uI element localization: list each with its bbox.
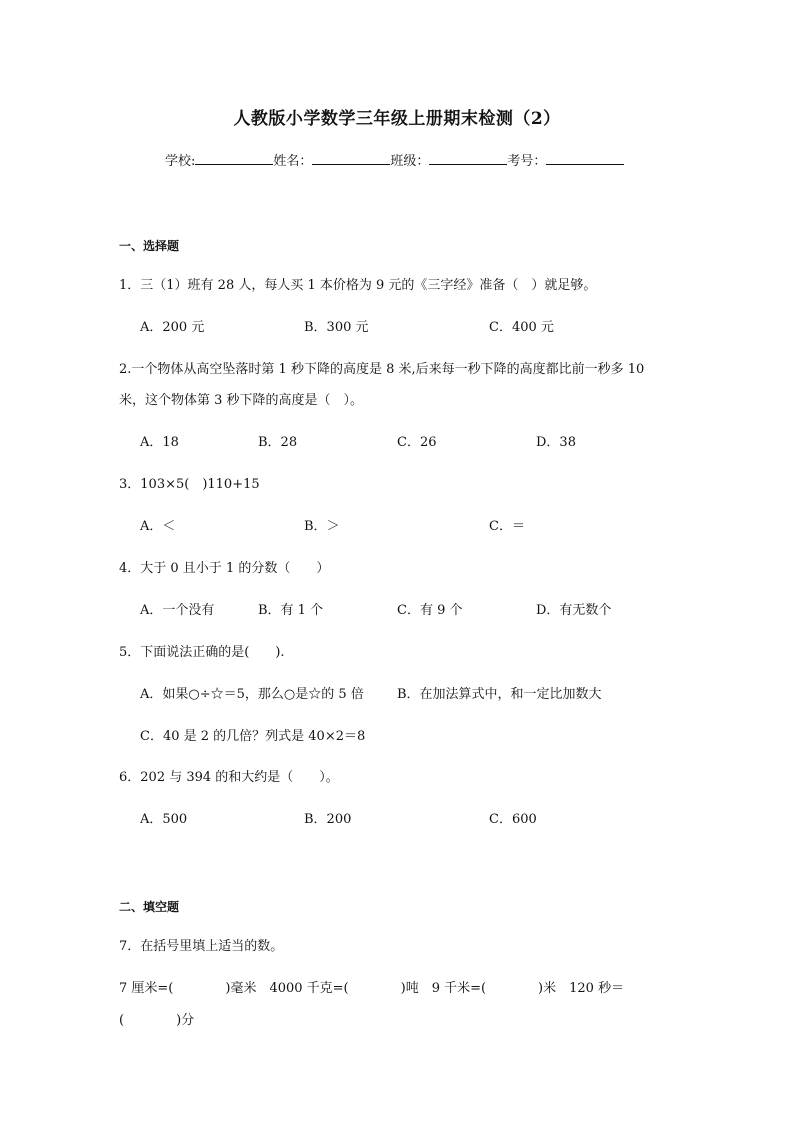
question-3: 3．103×5( )110+15 (119, 477, 260, 492)
question-6: 6．202 与 394 的和大约是（ ）。 (119, 770, 339, 785)
q2-option-c[interactable]: C．26 (397, 435, 437, 450)
question-2-line2: 米，这个物体第 3 秒下降的高度是（ ）。 (119, 393, 364, 408)
q2-option-b[interactable]: B．28 (258, 435, 298, 450)
q1-option-b[interactable]: B．300 元 (304, 320, 369, 335)
q4-option-c[interactable]: C．有 9 个 (397, 603, 463, 618)
question-4: 4．大于 0 且小于 1 的分数（ ） (119, 561, 330, 576)
q3-option-c[interactable]: C．＝ (489, 519, 525, 534)
name-blank[interactable] (312, 150, 390, 165)
exam-no-blank[interactable] (546, 150, 624, 165)
q2-option-a[interactable]: A．18 (140, 435, 179, 450)
q1-option-a[interactable]: A．200 元 (140, 320, 205, 335)
name-label: 姓名： (273, 154, 313, 169)
q6-option-c[interactable]: C．600 (489, 812, 537, 827)
q6-option-b[interactable]: B．200 (304, 812, 352, 827)
page-title: 人教版小学数学三年级上册期末检测（2） (233, 109, 561, 129)
question-7-line2[interactable]: ( )分 (119, 1013, 195, 1028)
school-blank[interactable] (195, 150, 273, 165)
question-1: 1．三（1）班有 28 人，每人买 1 本价格为 9 元的《三字经》准备（ ）就足够。 (119, 278, 597, 293)
question-7: 7．在括号里填上适当的数。 (119, 939, 284, 954)
section-heading-choice: 一、选择题 (119, 239, 180, 253)
q5-option-b[interactable]: B．在加法算式中，和一定比加数大 (397, 687, 602, 702)
q3-option-a[interactable]: A．＜ (140, 519, 176, 534)
class-label: 班级： (390, 154, 430, 169)
q2-option-d[interactable]: D．38 (536, 435, 576, 450)
q6-option-a[interactable]: A．500 (140, 812, 188, 827)
exam-no-label: 考号： (507, 154, 547, 169)
q5-option-c[interactable]: C．40 是 2 的几倍？列式是 40×2＝8 (140, 729, 366, 744)
class-blank[interactable] (429, 150, 507, 165)
q4-option-a[interactable]: A．一个没有 (140, 603, 215, 618)
q4-option-b[interactable]: B．有 1 个 (258, 603, 324, 618)
q1-option-c[interactable]: C．400 元 (489, 320, 554, 335)
student-info-row (165, 150, 624, 169)
question-7-line1[interactable]: 7 厘米=( )毫米 4000 千克=( )吨 9 千米=( )米 120 秒＝ (119, 981, 625, 996)
q3-option-b[interactable]: B．＞ (304, 519, 340, 534)
question-5: 5．下面说法正确的是( ). (119, 645, 285, 660)
q4-option-d[interactable]: D．有无数个 (536, 603, 612, 618)
school-label: 学校: (165, 154, 196, 169)
question-2-line1: 2.一个物体从高空坠落时第 1 秒下降的高度是 8 米,后来每一秒下降的高度都比前一秒多 10 (119, 362, 645, 377)
section-heading-fill-in: 二、填空题 (119, 900, 180, 914)
q5-option-a[interactable]: A．如果○÷☆＝5，那么○是☆的 5 倍 (140, 687, 364, 702)
